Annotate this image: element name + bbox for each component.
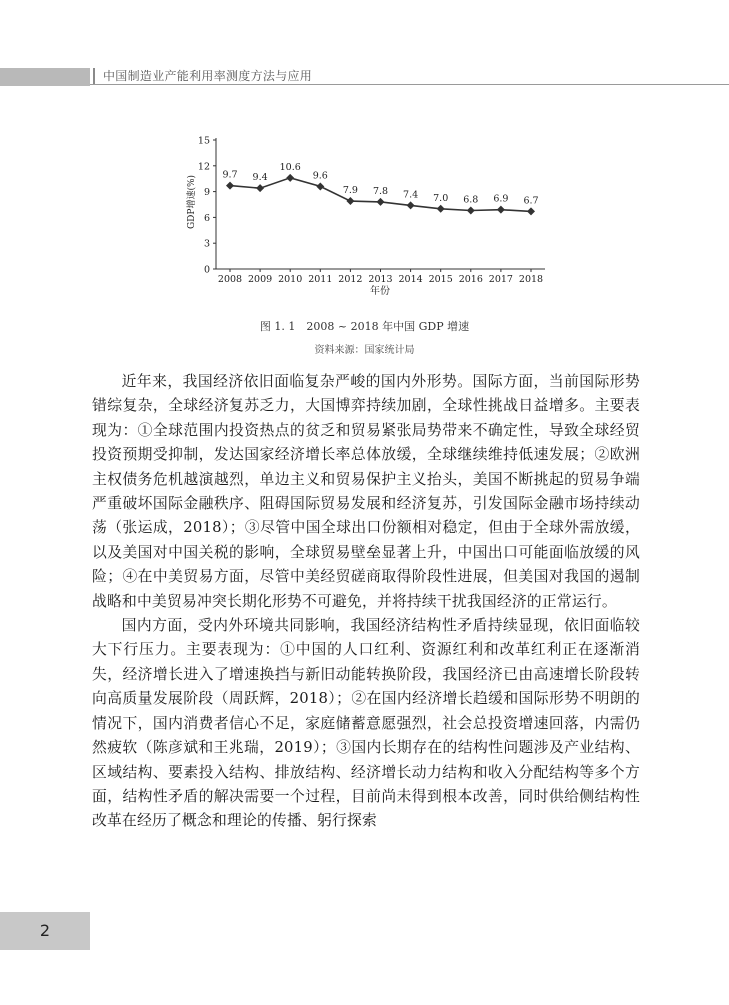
y-axis-label: GDP增速(%) [187, 174, 197, 230]
page-number: 2 [39, 921, 51, 940]
data-label: 9.6 [312, 170, 328, 182]
x-tick-label: 2017 [488, 274, 513, 285]
paragraph-domestic: 国内方面，受内外环境共同影响，我国经济结构性矛盾持续显现，依旧面临较大下行压力。主要表现为：①中国的人口红利、资源红利和改革红利正在逐渐消失，经济增长进入了增速换挡与新旧动能转换阶段，我国经济已由高速增长阶段转向高质量发展阶段（周跃辉，2018）；②在国内经济增长趋缓和国际形势不明朗的情况下，国内消费者信心不足，家庭储蓄意愿强烈，社会总投资增速回落，内需仍然疲软（陈彦斌和王兆瑞，2019）；③国内长期存在的结构性问题涉及产业结构、区域结构、要素投入结构、排放结构、经济增长动力结构和收入分配结构等多个方面，结构性矛盾的解决需要一个过程，目前尚未得到根本改善，同时供给侧结构性改革在经历了概念和理论的传播、躬行探索 [92, 617, 640, 830]
body-text [92, 370, 640, 834]
x-tick-label: 2016 [458, 274, 483, 285]
header-divider-bar [93, 68, 95, 85]
data-point-marker [467, 207, 475, 215]
running-header-title: 中国制造业产能利用率测度方法与应用 [103, 69, 313, 83]
data-point-marker [316, 182, 324, 190]
data-label: 7.4 [403, 189, 419, 201]
data-label: 6.9 [493, 193, 509, 205]
data-point-marker [407, 201, 415, 209]
x-tick-label: 2018 [518, 274, 544, 285]
data-label: 9.7 [222, 169, 238, 181]
data-point-marker [377, 198, 385, 206]
data-label: 10.6 [279, 161, 301, 173]
x-tick-label: 2015 [428, 274, 453, 285]
data-point-marker [497, 206, 505, 214]
data-label: 6.7 [523, 195, 539, 207]
x-tick-label: 2008 [217, 274, 243, 285]
data-point-marker [286, 174, 294, 182]
y-tick-label: 6 [203, 212, 210, 224]
data-label: 6.8 [463, 194, 479, 206]
paragraph-international: 近年来，我国经济依旧面临复杂严峻的国内外形势。国际方面，当前国际形势错综复杂，全球经济复苏乏力，大国博弈持续加剧，全球性挑战日益增多。主要表现为：①全球范围内投资热点的贫乏和贸易紧张局势带来不确定性，导致全球经贸投资预期受抑制，发达国家经济增长率总体放缓，全球继续维持低速发展；②欧洲主权债务危机越演越烈，单边主义和贸易保护主义抬头，美国不断挑起的贸易争端严重破坏国际金融秩序、阻碍国际贸易发展和经济复苏，引发国际金融市场持续动荡（张运成，2018）；③尽管中国全球出口份额相对稳定，但由于全球外需放缓，以及美国对中国关税的影响，全球贸易壁垒显著上升，中国出口可能面临放缓的风险；④在中美贸易方面，尽管中美经贸磋商取得阶段性进展，但美国对我国的遏制战略和中美贸易冲突长期化形势不可避免，并将持续干扰我国经济的正常运行。 [92, 373, 640, 610]
data-label: 9.4 [252, 172, 268, 184]
data-label: 7.8 [372, 185, 389, 197]
x-axis-label: 年份 [370, 286, 390, 297]
data-point-marker [226, 182, 234, 190]
figure-source: 资料来源：国家统计局 [314, 345, 415, 356]
data-point-marker [346, 197, 354, 205]
y-tick-label: 12 [197, 161, 210, 173]
y-tick-label: 3 [203, 238, 210, 250]
header-rule [90, 84, 729, 85]
y-axis-ticks [198, 136, 216, 276]
data-point-marker [437, 205, 445, 213]
header-gray-band [0, 68, 90, 86]
y-tick-label: 0 [203, 264, 210, 276]
x-tick-label: 2012 [338, 274, 363, 285]
gdp-growth-line-chart [180, 130, 550, 305]
x-axis-ticks [218, 269, 543, 285]
data-label: 7.0 [433, 192, 449, 204]
data-point-marker [527, 207, 535, 215]
x-tick-label: 2014 [398, 274, 423, 285]
x-tick-label: 2010 [278, 274, 303, 285]
data-label: 7.9 [342, 185, 358, 197]
x-tick-label: 2009 [248, 274, 273, 285]
x-tick-label: 2011 [308, 274, 333, 285]
x-tick-label: 2013 [368, 274, 393, 285]
data-point-marker [256, 184, 264, 192]
y-tick-label: 9 [203, 187, 210, 199]
figure-caption: 图 1. 1 2008 ~ 2018 年中国 GDP 增速 [259, 320, 470, 333]
y-tick-label: 15 [197, 135, 210, 147]
